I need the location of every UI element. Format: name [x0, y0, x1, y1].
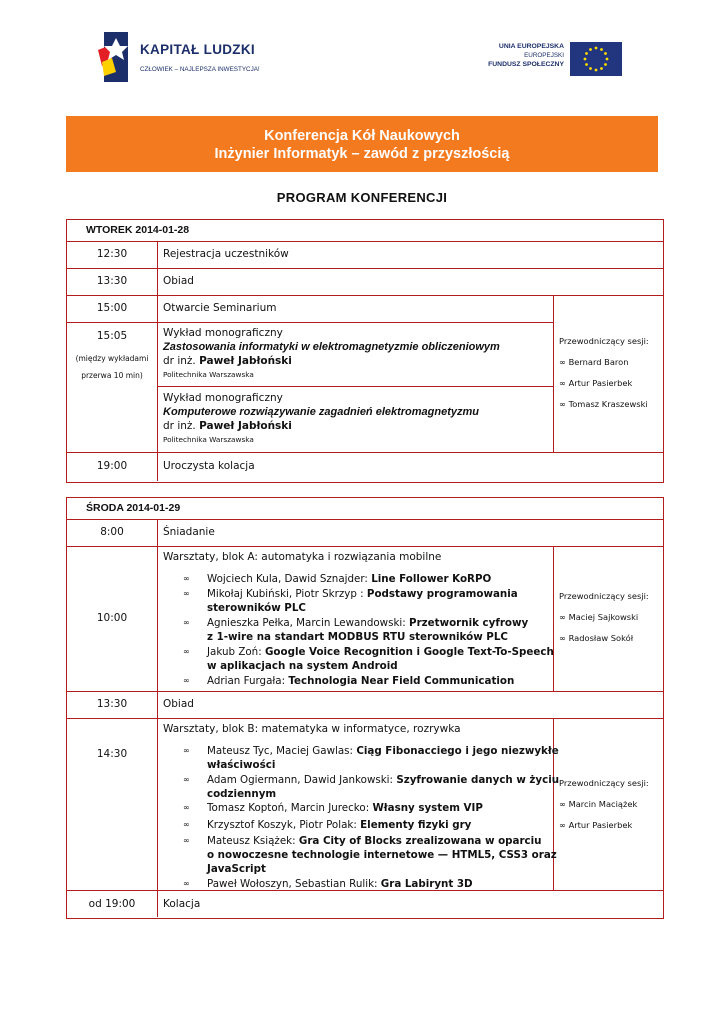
lecture-1-kind: Wykład monograficzny: [163, 327, 283, 339]
day2-event-1: Śniadanie: [163, 526, 215, 538]
item-title: Gra Labirynt 3D: [380, 878, 473, 890]
lecture-1-speaker: [163, 354, 500, 368]
infinity-bullet-icon: ∞: [559, 612, 566, 622]
day1-time-last: 19:00: [96, 460, 128, 472]
lecture-2-kind: Wykład monograficzny: [163, 392, 283, 404]
chair-name: Marcin Maciążek: [568, 799, 638, 809]
block-b-chair-1: [559, 794, 649, 815]
lecture-2-title: Komputerowe rozwiązywanie zagadnień elektromagnetyzmu: [163, 406, 480, 418]
infinity-bullet-icon: ∞: [559, 820, 566, 830]
item-title: z 1-wire na standart MODBUS RTU sterowników PLC: [207, 631, 508, 643]
day1-chair-label: Przewodniczący sesji:: [559, 336, 649, 346]
lecture-2-speaker: [163, 419, 479, 433]
day1-table: [66, 219, 664, 483]
day1-time-1: 12:30: [96, 248, 128, 260]
day1-event-3: Otwarcie Seminarium: [163, 302, 277, 314]
eu-line2: EUROPEJSKI: [524, 52, 564, 59]
infinity-bullet-icon: ∞: [559, 799, 566, 809]
item-authors: Mateusz Książek:: [207, 835, 296, 847]
block-a-heading: Warsztaty, blok A: automatyka i rozwiązania mobilne: [163, 551, 442, 563]
item-title: Elementy fizyki gry: [360, 819, 472, 831]
item-authors: Krzysztof Koszyk, Piotr Polak:: [207, 819, 357, 831]
infinity-bullet-icon: ∞: [559, 378, 566, 388]
block-a-chair-1: [559, 607, 649, 628]
day2-date: ŚRODA 2014-01-29: [86, 502, 181, 514]
infinity-bullet-icon: ∞: [183, 746, 190, 755]
day2-event-2: Obiad: [163, 698, 194, 710]
lecture-2-institution: Politechnika Warszawska: [163, 435, 254, 444]
item-authors: Tomasz Koptoń, Marcin Jurecko:: [207, 802, 370, 814]
day1-chairs: [559, 331, 649, 415]
kapital-ludzki-subtitle: CZŁOWIEK – NAJLEPSZA INWESTYCJA!: [140, 66, 260, 73]
infinity-bullet-icon: ∞: [559, 633, 566, 643]
infinity-bullet-icon: ∞: [183, 676, 190, 685]
infinity-bullet-icon: ∞: [183, 589, 190, 598]
block-b-heading: Warsztaty, blok B: matematyka w informatyce, rozrywka: [163, 723, 461, 735]
banner-line1: Konferencja Kół Naukowych: [264, 128, 460, 144]
day1-date: WTOREK 2014-01-28: [86, 224, 190, 236]
block-b-chair-2: [559, 815, 649, 836]
block-b-time: 14:30: [96, 748, 128, 760]
chair-name: Artur Pasierbek: [568, 820, 633, 830]
block-b-chairs: [559, 773, 649, 836]
item-authors: Adam Ogiermann, Dawid Jankowski:: [207, 774, 394, 786]
item-authors: Wojciech Kula, Dawid Sznajder:: [207, 573, 368, 585]
day1-event-2: Obiad: [163, 275, 194, 287]
item-title: Technologia Near Field Communication: [288, 675, 515, 687]
lecture-1-degree: dr inż.: [163, 355, 196, 367]
day1-lecture-note-line1: (między wykładami: [75, 354, 149, 363]
item-title: sterowników PLC: [207, 602, 306, 614]
item-authors: Mikołaj Kubiński, Piotr Skrzyp :: [207, 588, 364, 600]
chair-name: Artur Pasierbek: [568, 378, 633, 388]
kapital-ludzki-logo: [98, 32, 268, 82]
day1-lecture-time: 15:05: [96, 330, 128, 342]
infinity-bullet-icon: ∞: [183, 647, 190, 656]
program-title: PROGRAM KONFERENCJI: [276, 190, 448, 205]
chair-name: Bernard Baron: [568, 357, 629, 367]
day1-event-last: Uroczysta kolacja: [163, 460, 255, 472]
item-title: właściwości: [207, 759, 276, 771]
eu-flag-icon: [570, 42, 622, 76]
item-authors: Mateusz Tyc, Maciej Gawlas:: [207, 745, 354, 757]
lecture-2-name: Paweł Jabłoński: [199, 420, 292, 432]
lecture-2: [163, 391, 479, 447]
item-authors: Agnieszka Pełka, Marcin Lewandowski:: [207, 617, 406, 629]
eu-line3: FUNDUSZ SPOŁECZNY: [488, 61, 564, 68]
item-title: codziennym: [207, 788, 277, 800]
day1-chair-2: [559, 373, 649, 394]
item-title: Przetwornik cyfrowy: [409, 617, 529, 629]
day2-event-last: Kolacja: [163, 898, 201, 910]
infinity-bullet-icon: ∞: [183, 618, 190, 627]
day1-time-3: 15:00: [96, 302, 128, 314]
day1-time-2: 13:30: [96, 275, 128, 287]
item-title: Własny system VIP: [372, 802, 483, 814]
infinity-bullet-icon: ∞: [183, 836, 190, 845]
item-authors: Paweł Wołoszyn, Sebastian Rulik:: [207, 878, 378, 890]
item-title: w aplikacjach na system Android: [207, 660, 398, 672]
infinity-bullet-icon: ∞: [183, 803, 190, 812]
item-title: Podstawy programowania: [366, 588, 518, 600]
item-title: o nowoczesne technologie internetowe — HTML5, CSS3 oraz: [207, 849, 557, 861]
chair-name: Tomasz Kraszewski: [568, 399, 648, 409]
day2-time-2: 13:30: [96, 698, 128, 710]
block-a-time: 10:00: [96, 612, 128, 624]
item-authors: Adrian Furgała:: [207, 675, 286, 687]
item-title: Szyfrowanie danych w życiu: [396, 774, 560, 786]
item-title: Ciąg Fibonacciego i jego niezwykłe: [356, 745, 559, 757]
block-b-chair-label: Przewodniczący sesji:: [559, 778, 649, 788]
block-a-chairs: [559, 586, 649, 649]
lecture-1-institution: Politechnika Warszawska: [163, 370, 254, 379]
infinity-bullet-icon: ∞: [559, 357, 566, 367]
banner-line2: Inżynier Informatyk – zawód z przyszłością: [214, 146, 510, 162]
conference-banner: [66, 116, 658, 172]
lecture-1-name: Paweł Jabłoński: [199, 355, 292, 367]
item-title: Google Voice Recognition i Google Text-To-Speech: [264, 646, 554, 658]
lecture-1: [163, 326, 500, 382]
day1-chair-1: [559, 352, 649, 373]
chair-name: Maciej Sajkowski: [568, 612, 639, 622]
infinity-bullet-icon: ∞: [183, 820, 190, 829]
lecture-1-title: Zastosowania informatyki w elektromagnetyzmie obliczeniowym: [163, 341, 500, 353]
day2-time-last: od 19:00: [88, 898, 136, 910]
kapital-ludzki-title: KAPITAŁ LUDZKI: [140, 42, 255, 57]
kapital-ludzki-emblem-icon: [98, 32, 134, 82]
lecture-2-degree: dr inż.: [163, 420, 196, 432]
block-a-chair-label: Przewodniczący sesji:: [559, 591, 649, 601]
infinity-bullet-icon: ∞: [183, 775, 190, 784]
day1-event-1: Rejestracja uczestników: [163, 248, 289, 260]
eu-text: [488, 42, 564, 69]
day2-table: [66, 497, 664, 919]
chair-name: Radosław Sokół: [568, 633, 634, 643]
eu-logo: [488, 42, 622, 78]
item-title: Gra City of Blocks zrealizowana w oparciu: [298, 835, 542, 847]
infinity-bullet-icon: ∞: [183, 879, 190, 888]
infinity-bullet-icon: ∞: [559, 399, 566, 409]
block-a-chair-2: [559, 628, 649, 649]
day1-lecture-note-line2: przerwa 10 min): [81, 371, 143, 380]
day2-time-1: 8:00: [100, 526, 124, 538]
item-title: Line Follower KoRPO: [371, 573, 492, 585]
day1-lecture-note: [67, 350, 157, 384]
day1-chair-3: [559, 394, 649, 415]
infinity-bullet-icon: ∞: [183, 574, 190, 583]
eu-line1: UNIA EUROPEJSKA: [498, 43, 564, 50]
item-title: JavaScript: [207, 863, 266, 875]
item-authors: Jakub Zoń:: [207, 646, 262, 658]
